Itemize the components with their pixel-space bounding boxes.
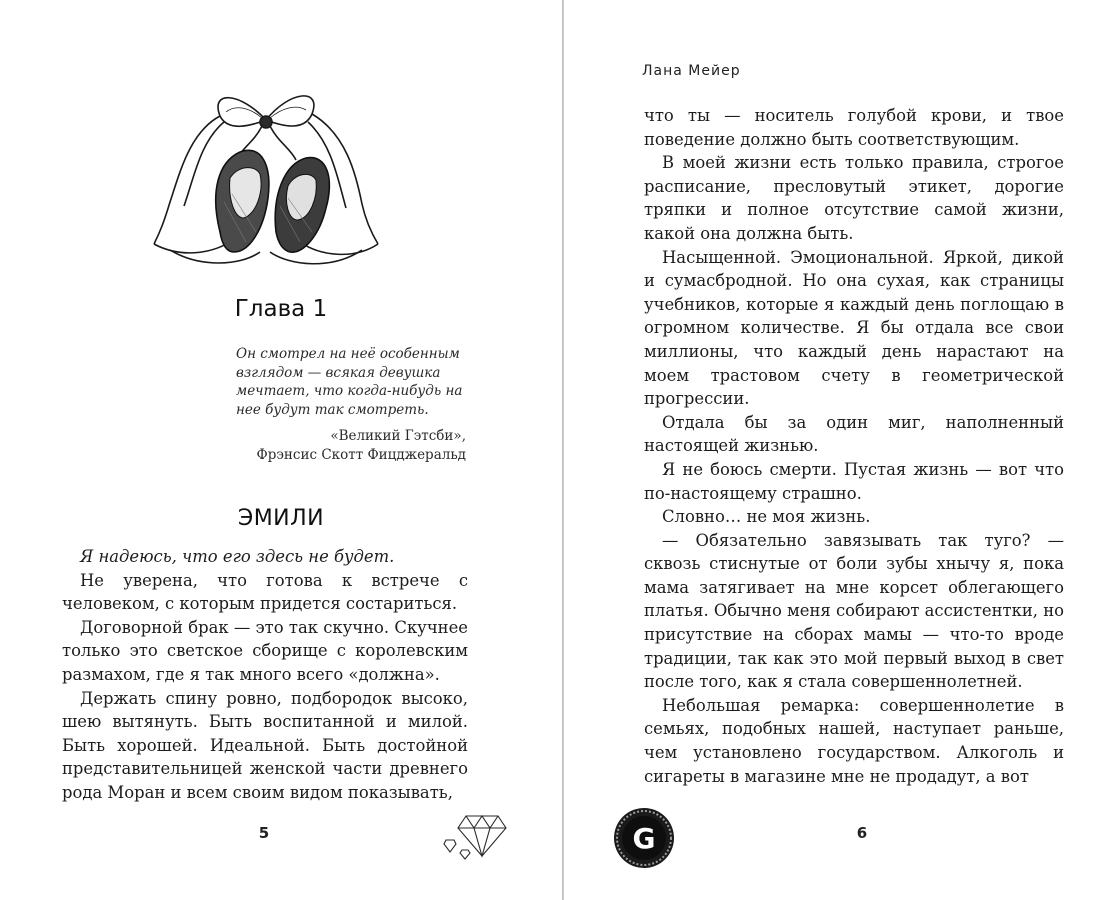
paragraph: что ты — носитель голубой крови, и твое поведение должно быть соответствующим. [644, 106, 1064, 149]
paragraph: Насыщенной. Эмоциональной. Яркой, дикой и сумасбродной. Но она сухая, как страницы учебников, которые я каждый день поглощаю в огромном количестве. Я бы отдала все свои миллионы, что каждый день нарастают на моем трастовом счету в геометрической прогрессии. [644, 247, 1064, 409]
publisher-logo-icon [612, 806, 676, 870]
epigraph-source [236, 427, 466, 464]
right-page-body [644, 104, 1064, 788]
epigraph-source-author: Фрэнсис Скотт Фицджеральд [256, 446, 466, 463]
right-page [564, 0, 1119, 900]
paragraph: Я надеюсь, что его здесь не будет. [80, 547, 395, 566]
epigraph: Он смотрел на неё особенным взглядом — всякая девушка мечтает, что когда-нибудь на нее будут так смотреть. [236, 346, 463, 418]
ballet-shoes-illustration [150, 82, 382, 272]
paragraph: Отдала бы за один миг, наполненный настоящей жизнью. [644, 412, 1064, 456]
paragraph: — Обязательно завязывать так туго? — сквозь стиснутые от боли зубы хнычу я, пока мама затягивает на мне корсет облегающего платья. Обычно меня собирают ассистентки, но присутствие на сборах мамы — что-то вроде традиции, так как это мой первый выход в свет после того, как я стала совершеннолетней. [644, 530, 1065, 692]
paragraph: Договорной брак — это так скучно. Скучнее только это светское сборище с королевским размахом, где я так много всего «должна». [62, 617, 468, 684]
paragraph: Я не боюсь смерти. Пустая жизнь — вот что по-настоящему страшно. [644, 459, 1064, 503]
page-number-left: 5 [258, 824, 270, 842]
chapter-title: Глава 1 [234, 296, 328, 322]
left-page-body [62, 545, 468, 805]
paragraph: Держать спину ровно, подбородок высоко, шею вытянуть. Быть воспитанной и милой. Быть хорошей. Идеальной. Быть достойной представительницей женской части древнего рода Моран и всем своим видом показывать, [62, 688, 468, 802]
paragraph: Не уверена, что готова к встрече с человеком, с которым придется состариться. [62, 570, 468, 614]
running-header: Лана Мейер [642, 63, 741, 79]
diamond-icon [440, 806, 508, 864]
page-number-right: 6 [856, 824, 868, 842]
paragraph: Словно… не моя жизнь. [662, 507, 871, 527]
character-heading: ЭМИЛИ [237, 506, 325, 531]
epigraph-source-title: «Великий Гэтсби», [330, 428, 466, 444]
paragraph: Небольшая ремарка: совершеннолетие в семьях, подобных нашей, наступает раньше, чем установлено государством. Алкоголь и сигареты в магазине мне не продадут, а вот [644, 695, 1064, 786]
paragraph: В моей жизни есть только правила, строгое расписание, пресловутый этикет, дорогие тряпки и полное отсутствие самой жизни, какой она должна быть. [644, 153, 1064, 243]
publisher-logo-letter: G [632, 822, 656, 855]
